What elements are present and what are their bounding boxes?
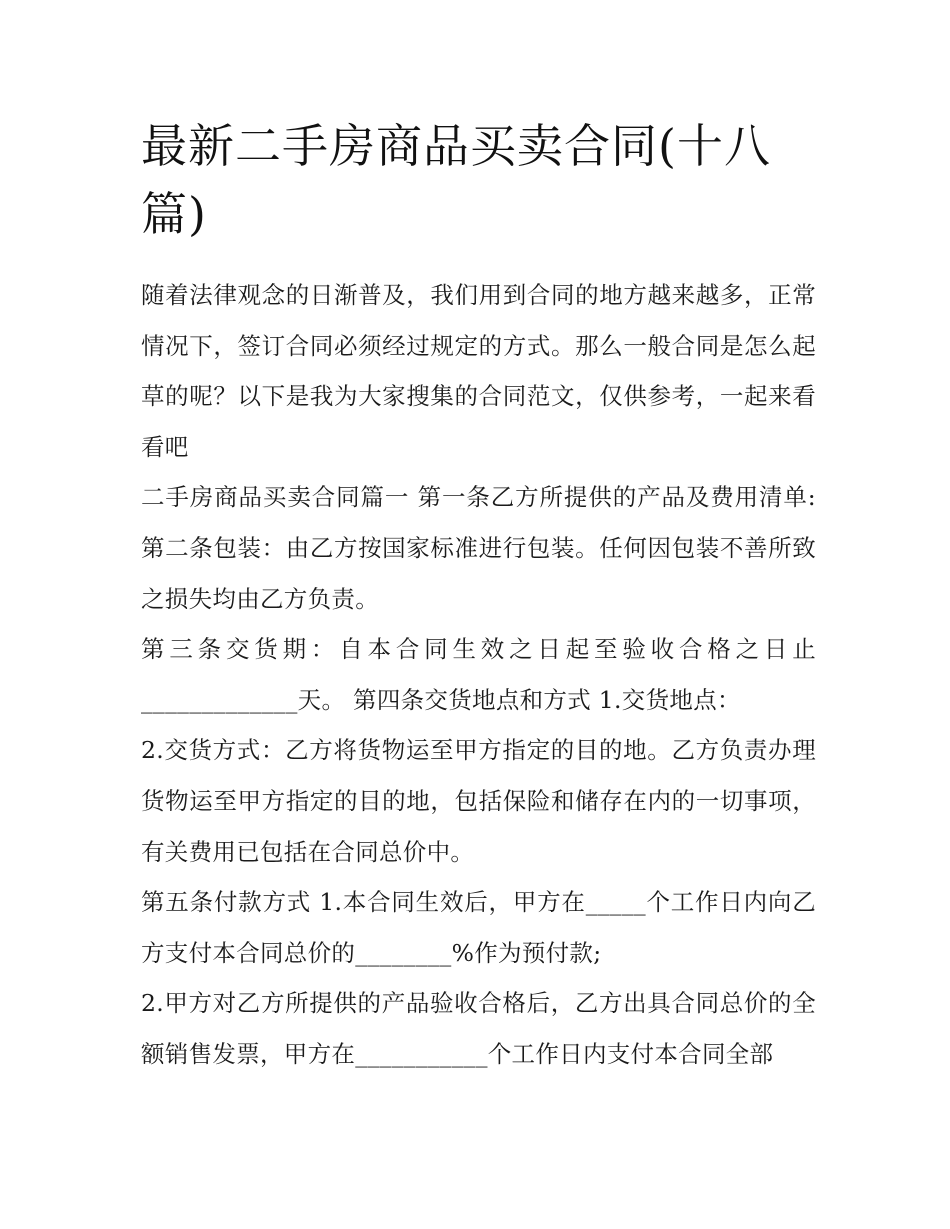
clause-payment-paragraph: 第五条付款方式 1.本合同生效后，甲方在_____个工作日内向乙方支付本合同总价的________%作为预付款; xyxy=(141,888,816,967)
clause-final-payment-paragraph: 2.甲方对乙方所提供的产品验收合格后，乙方出具合同总价的全额销售发票，甲方在___________个工作日内支付本合同全部 xyxy=(141,989,816,1068)
clause-packaging-paragraph: 二手房商品买卖合同篇一 第一条乙方所提供的产品及费用清单: 第二条包装：由乙方按国家标准进行包装。任何因包装不善所致之损失均由乙方负责。 xyxy=(141,483,816,613)
clause-delivery-method-paragraph: 2.交货方式：乙方将货物运至甲方指定的目的地。乙方负责办理货物运至甲方指定的目的地，包括保险和储存在内的一切事项，有关费用已包括在合同总价中。 xyxy=(141,736,816,866)
document-title: 最新二手房商品买卖合同(十八篇) xyxy=(141,119,771,241)
document-page xyxy=(141,112,816,1080)
intro-paragraph: 随着法律观念的日渐普及，我们用到合同的地方越来越多，正常情况下，签订合同必须经过规定的方式。那么一般合同是怎么起草的呢？以下是我为大家搜集的合同范文，仅供参考，一起来看看吧 xyxy=(141,281,816,461)
clause-delivery-period-paragraph: 第三条交货期：自本合同生效之日起至验收合格之日止_____________天。 第四条交货地点和方式 1.交货地点： xyxy=(141,635,816,714)
